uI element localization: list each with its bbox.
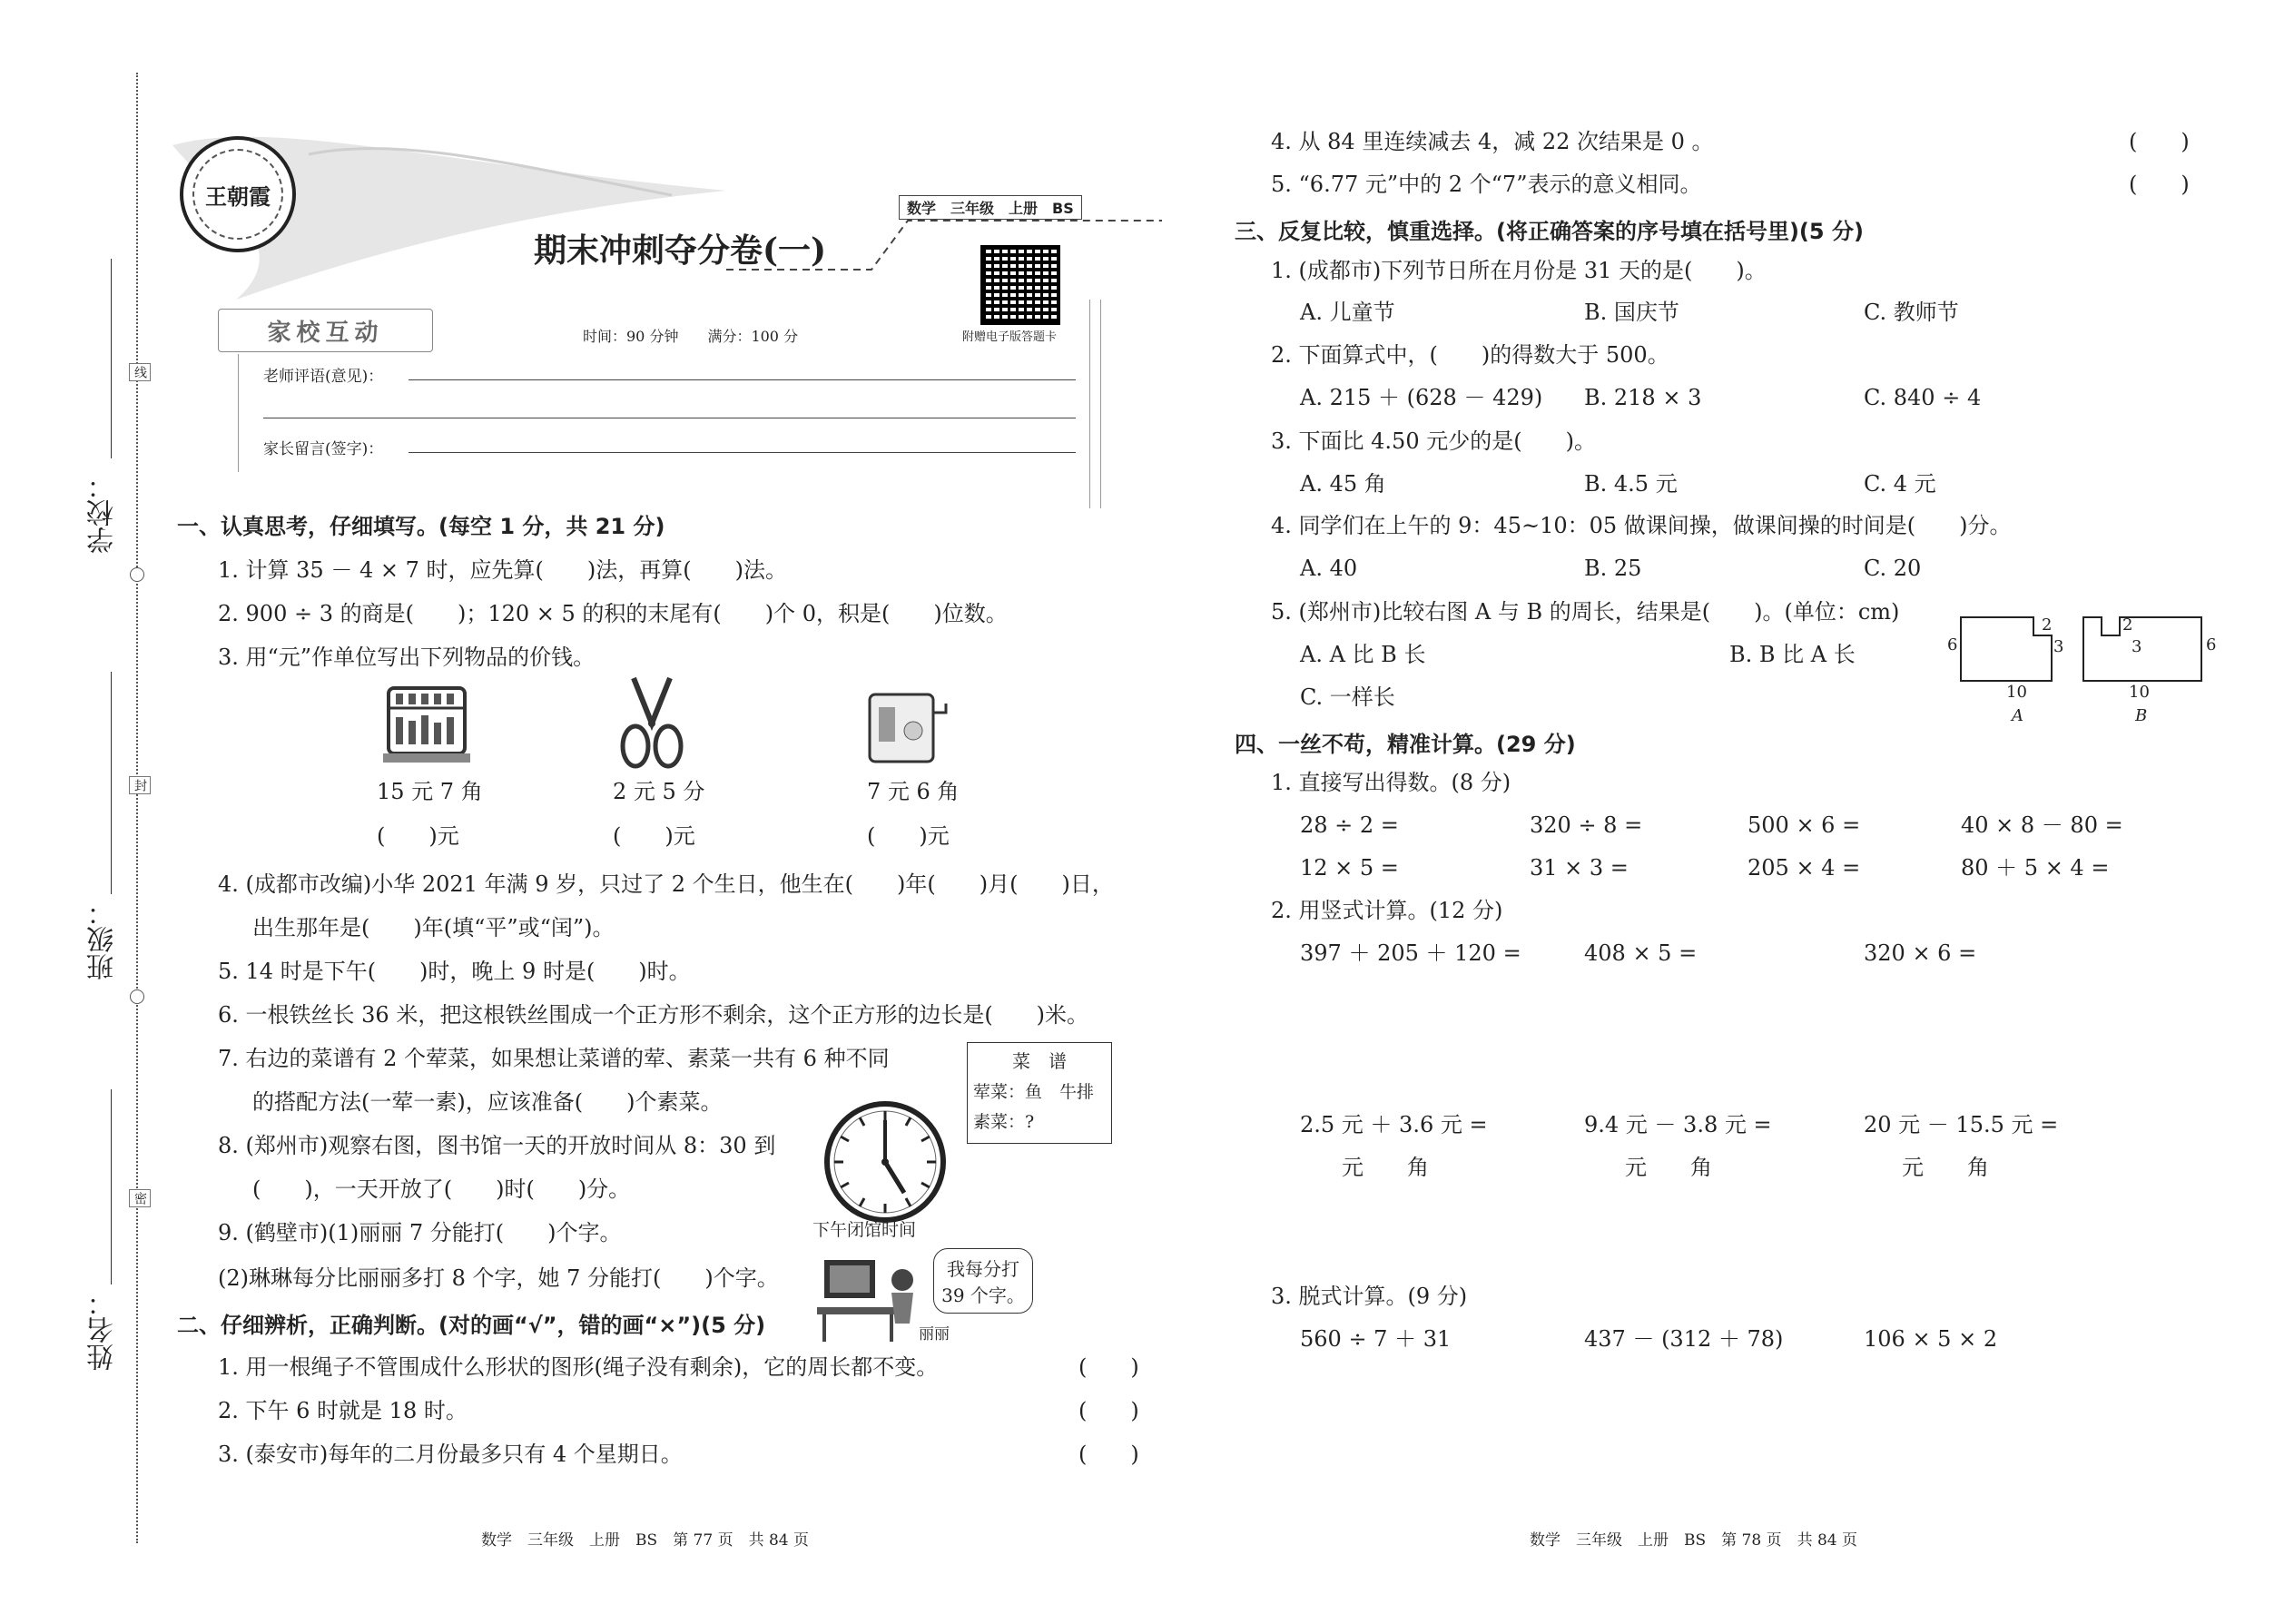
calc-3-item[interactable]: 106 × 5 × 2 (1864, 1326, 1998, 1352)
judge-2-text: 2. 下午 6 时就是 18 时。 (218, 1398, 468, 1423)
fig-b-side-label: 6 (2206, 635, 2217, 655)
subject-badge: 数学 三年级 上册 BS (899, 195, 1082, 220)
calc-2-item[interactable]: 320 × 6 = (1864, 940, 1977, 966)
logo-text: 王朝霞 (192, 149, 283, 240)
item-2-answer[interactable]: ( )元 (613, 823, 695, 849)
section-2-heading: 二、仔细辨析，正确判断。(对的画“√”，错的画“×”)(5 分) (177, 1313, 766, 1338)
calc-1-item[interactable]: 205 × 4 = (1748, 855, 1861, 881)
clock-icon (817, 1098, 953, 1225)
menu-veg: 素菜：? (973, 1112, 1035, 1132)
choice-4-option-a[interactable]: A. 40 (1300, 556, 1358, 581)
speech-bubble (933, 1248, 1033, 1314)
class-label: 班级： (87, 899, 119, 980)
teacher-comment-label: 老师评语(意见)： (263, 368, 384, 386)
fig-a-notch-label-3: 3 (2053, 637, 2064, 656)
judge-4-text: 4. 从 84 里连续减去 4，减 22 次结果是 0 。 (1271, 129, 1714, 154)
choice-3-option-c[interactable]: C. 4 元 (1864, 471, 1936, 497)
choice-1-option-a[interactable]: A. 儿童节 (1300, 300, 1395, 325)
menu-box (967, 1042, 1112, 1144)
judge-3-text: 3. (泰安市)每年的二月份最多只有 4 个星期日。 (218, 1442, 683, 1467)
choice-2-option-c[interactable]: C. 840 ÷ 4 (1864, 385, 1982, 410)
right-page-footer: 数学 三年级 上册 BS 第 78 页 共 84 页 (1530, 1531, 1858, 1550)
fig-a-notch-label-2: 2 (2042, 615, 2053, 635)
fig-b-bottom-label: 10 (2129, 683, 2150, 702)
calc-2-unit: 元 角 (1342, 1155, 1429, 1180)
judge-1-answer[interactable]: ( ) (1078, 1354, 1139, 1380)
item-1-price: 15 元 7 角 (377, 779, 483, 804)
fig-b-notch-label-3: 3 (2132, 637, 2142, 656)
calc-2-item[interactable]: 9.4 元 － 3.8 元 = (1584, 1112, 1772, 1137)
perimeter-figures (1943, 599, 2215, 735)
brand-logo (180, 136, 296, 252)
girl-at-computer-illustration (815, 1253, 924, 1343)
q7-text: 7. 右边的菜谱有 2 个荤菜，如果想让菜谱的荤、素菜一共有 6 种不同 (218, 1046, 890, 1071)
calc-1-item[interactable]: 500 × 6 = (1748, 812, 1861, 838)
choice-1-option-b[interactable]: B. 国庆节 (1584, 300, 1679, 325)
q3-text: 3. 用“元”作单位写出下列物品的价钱。 (218, 645, 596, 670)
fig-b-name: B (2135, 706, 2148, 725)
q9-1-text: 9. (鹤壁市)(1)丽丽 7 分能打( )个字。 (218, 1220, 622, 1245)
choice-3-option-b[interactable]: B. 4.5 元 (1584, 471, 1678, 497)
section-4-heading: 四、一丝不苟，精准计算。(29 分) (1235, 732, 1576, 757)
calc-3-item[interactable]: 560 ÷ 7 ＋ 31 (1300, 1326, 1452, 1352)
q4-text-cont: 出生那年是( )年(填“平”或“闰”)。 (252, 915, 615, 940)
q8-text-cont: ( )，一天开放了( )时( )分。 (252, 1176, 631, 1202)
calc-2-item[interactable]: 397 ＋ 205 ＋ 120 = (1300, 940, 1521, 966)
choice-5-option-a[interactable]: A. A 比 B 长 (1300, 642, 1426, 667)
choice-3-text: 3. 下面比 4.50 元少的是( )。 (1271, 428, 1596, 454)
calc-2-item[interactable]: 20 元 － 15.5 元 = (1864, 1112, 2059, 1137)
menu-title: 菜 谱 (1012, 1050, 1067, 1072)
calc-1-item[interactable]: 80 ＋ 5 × 4 = (1961, 855, 2110, 881)
q7-text-cont: 的搭配方法(一荤一素)，应该准备( )个素菜。 (252, 1089, 723, 1115)
choice-2-option-a[interactable]: A. 215 ＋ (628 － 429) (1300, 385, 1543, 410)
clock-caption: 下午闭馆时间 (812, 1220, 917, 1240)
calc-1-item[interactable]: 12 × 5 = (1300, 855, 1399, 881)
choice-1-text: 1. (成都市)下列节日所在月份是 31 天的是( )。 (1271, 258, 1767, 283)
item-3-answer[interactable]: ( )元 (867, 823, 950, 849)
choice-4-text: 4. 同学们在上午的 9：45~10：05 做课间操，做课间操的时间是( )分。 (1271, 513, 2012, 538)
section-3-heading: 三、反复比较，慎重选择。(将正确答案的序号填在括号里)(5 分) (1235, 219, 1864, 244)
choice-5-option-c[interactable]: C. 一样长 (1300, 684, 1395, 710)
section-1-heading: 一、认真思考，仔细填写。(每空 1 分，共 21 分) (177, 514, 665, 539)
choice-2-text: 2. 下面算式中，( )的得数大于 500。 (1271, 342, 1669, 368)
calc-2-unit: 元 角 (1625, 1155, 1712, 1180)
fig-a-bottom-label: 10 (2006, 683, 2027, 702)
teacher-comment-field[interactable] (409, 379, 1076, 380)
binding-line (136, 73, 138, 1543)
fig-b-notch-label-2: 2 (2122, 615, 2133, 635)
bubble-line-1: 我每分打 (947, 1258, 1019, 1280)
q2-text: 2. 900 ÷ 3 的商是( )；120 × 5 的积的末尾有( )个 0，积是( )位数。 (218, 601, 1008, 626)
time-info: 时间：90 分钟 满分：100 分 (583, 328, 799, 345)
comment-box-left (238, 354, 239, 472)
choice-3-option-a[interactable]: A. 45 角 (1300, 471, 1386, 497)
name-field[interactable] (111, 1089, 112, 1284)
judge-5-text: 5. “6.77 元”中的 2 个“7”表示的意义相同。 (1271, 172, 1702, 197)
binding-mark-xian: 线 (129, 363, 151, 381)
calc-1-item[interactable]: 40 × 8 － 80 = (1961, 812, 2123, 838)
item-2-price: 2 元 5 分 (613, 779, 705, 804)
judge-4-answer[interactable]: ( ) (2129, 129, 2190, 154)
school-label: 学校： (87, 472, 119, 554)
q9-2-text: (2)琳琳每分比丽丽多打 8 个字，她 7 分能打( )个字。 (218, 1265, 779, 1291)
choice-2-option-b[interactable]: B. 218 × 3 (1584, 385, 1702, 410)
calc-1-item[interactable]: 28 ÷ 2 = (1300, 812, 1399, 838)
calc-3-heading: 3. 脱式计算。(9 分) (1271, 1284, 1468, 1309)
menu-meat: 荤菜：鱼 牛排 (973, 1082, 1095, 1102)
binding-mark-feng: 封 (129, 776, 151, 794)
choice-1-option-c[interactable]: C. 教师节 (1864, 300, 1959, 325)
item-3-price: 7 元 6 角 (867, 779, 960, 804)
choice-4-option-c[interactable]: C. 20 (1864, 556, 1922, 581)
scissors-icon (615, 674, 688, 772)
comment-box-right-2 (1100, 300, 1101, 508)
bubble-line-2: 39 个字。 (941, 1284, 1025, 1306)
calc-1-heading: 1. 直接写出得数。(8 分) (1271, 770, 1511, 795)
calc-1-item[interactable]: 320 ÷ 8 = (1530, 812, 1643, 838)
left-page-footer: 数学 三年级 上册 BS 第 77 页 共 84 页 (481, 1531, 810, 1550)
name-label: 姓名： (87, 1289, 119, 1371)
q5-text: 5. 14 时是下午( )时，晚上 9 时是( )时。 (218, 959, 691, 984)
judge-1-text: 1. 用一根绳子不管围成什么形状的图形(绳子没有剩余)，它的周长都不变。 (218, 1354, 939, 1380)
item-1-answer[interactable]: ( )元 (377, 823, 459, 849)
calc-2-unit: 元 角 (1902, 1155, 1989, 1180)
school-field[interactable] (111, 259, 112, 458)
calc-2-item[interactable]: 408 × 5 = (1584, 940, 1698, 966)
calc-3-item[interactable]: 437 － (312 ＋ 78) (1584, 1326, 1784, 1352)
q4-text: 4. (成都市改编)小华 2021 年满 9 岁，只过了 2 个生日，他生在( )年( )月( )日， (218, 871, 1114, 897)
qr-caption: 附赠电子版答题卡 (962, 330, 1058, 344)
girl-name-label: 丽丽 (919, 1325, 950, 1343)
binding-hole (130, 567, 144, 582)
binding-mark-mi: 密 (129, 1189, 151, 1207)
binding-hole (130, 989, 144, 1004)
comment-box-right (1089, 300, 1090, 508)
calc-1-item[interactable]: 31 × 3 = (1530, 855, 1629, 881)
abacus-icon (381, 681, 472, 767)
pencil-sharpener-icon (862, 685, 953, 769)
judge-2-answer[interactable]: ( ) (1078, 1398, 1139, 1423)
judge-5-answer[interactable]: ( ) (2129, 172, 2190, 197)
fig-a-name: A (2012, 706, 2023, 725)
page-title: 期末冲刺夺分卷(一) (534, 231, 827, 270)
choice-5-text: 5. (郑州市)比较右图 A 与 B 的周长，结果是( )。(单位：cm) (1271, 599, 1900, 625)
choice-4-option-b[interactable]: B. 25 (1584, 556, 1642, 581)
judge-3-answer[interactable]: ( ) (1078, 1442, 1139, 1467)
q1-text: 1. 计算 35 － 4 × 7 时，应先算( )法，再算( )法。 (218, 557, 787, 583)
q6-text: 6. 一根铁丝长 36 米，把这根铁丝围成一个正方形不剩余，这个正方形的边长是( )米。 (218, 1002, 1089, 1028)
class-field[interactable] (111, 672, 112, 894)
qr-code[interactable] (980, 245, 1060, 325)
calc-2-heading: 2. 用竖式计算。(12 分) (1271, 898, 1503, 923)
parent-comment-label: 家长留言(签字)： (263, 440, 384, 458)
choice-5-option-b[interactable]: B. B 比 A 长 (1729, 642, 1856, 667)
calc-2-item[interactable]: 2.5 元 ＋ 3.6 元 = (1300, 1112, 1488, 1137)
parent-comment-field[interactable] (409, 452, 1076, 453)
fig-a-side-label: 6 (1947, 635, 1958, 655)
q8-text: 8. (郑州市)观察右图，图书馆一天的开放时间从 8：30 到 (218, 1133, 776, 1158)
home-school-banner: 家校互动 (218, 309, 433, 352)
